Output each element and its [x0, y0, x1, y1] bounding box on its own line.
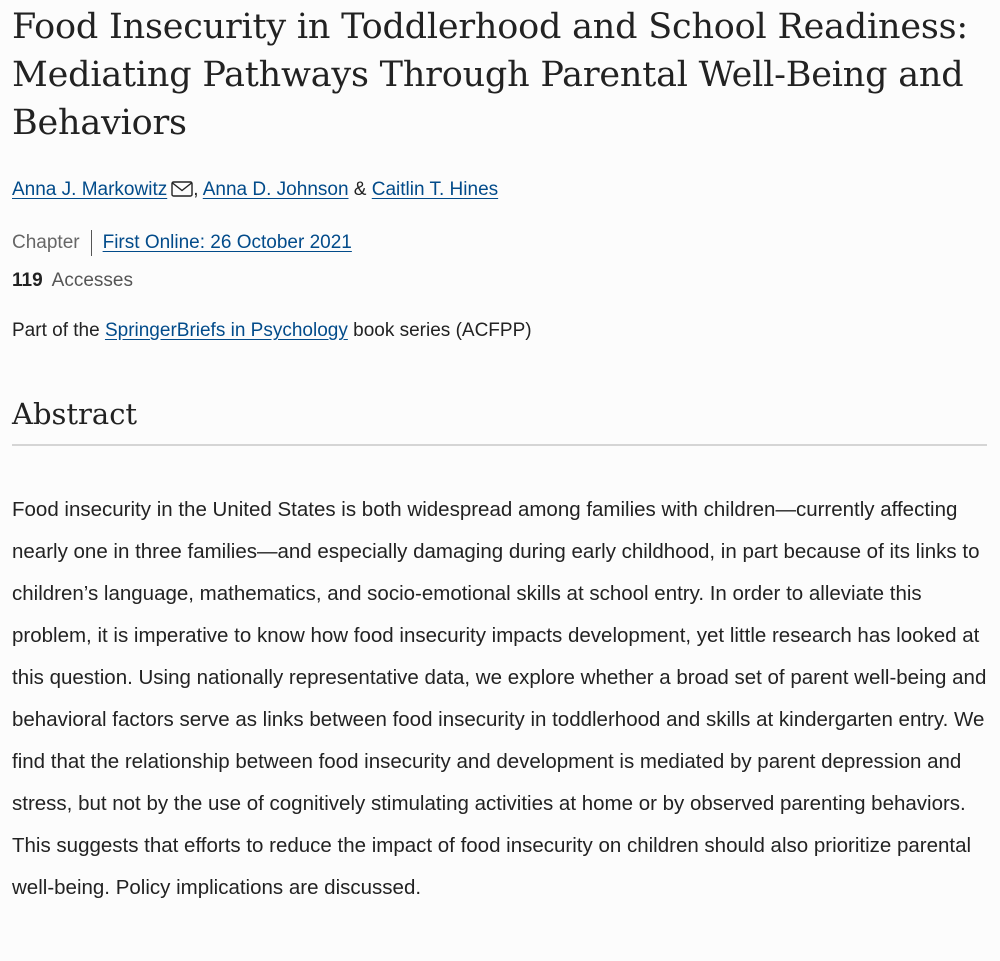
- first-online-date-link[interactable]: First Online: 26 October 2021: [102, 232, 352, 253]
- author-list: [12, 177, 987, 205]
- article-title: Food Insecurity in Toddlerhood and School Readiness: Mediating Pathways Through Parental Well-Being and Behaviors: [12, 7, 968, 143]
- article-meta: [12, 230, 987, 256]
- accesses-count: 119: [12, 270, 43, 291]
- series-suffix: book series (ACFPP): [353, 320, 532, 341]
- content-type: Chapter: [12, 230, 92, 256]
- author-link-hines[interactable]: Caitlin T. Hines: [371, 179, 499, 200]
- author-link-johnson[interactable]: Anna D. Johnson: [202, 179, 349, 200]
- series-link[interactable]: SpringerBriefs in Psychology: [104, 320, 348, 341]
- accesses-label: Accesses: [51, 270, 133, 291]
- section-divider: [12, 444, 987, 446]
- article-metrics: [12, 268, 987, 294]
- abstract-text: Food insecurity in the United States is both widespread among families with children—currently affecting nearly one in three families—and especially damaging during early childhood, in part because of its links to children’s language, mathematics, and socio-emotional skills at school entry. In order to alleviate this problem, it is imperative to know how food insecurity impacts development, yet little research has looked at this question. Using nationally representative data, we explore whether a broad set of parent well-being and behavioral factors serve as links between food insecurity in toddlerhood and skills at kindergarten entry. We find that the relationship between food insecurity and development is mediated by parent depression and stress, but not by the use of cognitively stimulating activities at home or by observed parenting behaviors. This suggests that efforts to reduce the impact of food insecurity on children should also prioritize parental well-being. Policy implications are discussed.: [12, 498, 987, 899]
- author-ampersand: &: [353, 179, 367, 200]
- abstract-heading: Abstract: [12, 397, 138, 431]
- mail-icon[interactable]: [171, 179, 193, 205]
- author-separator: ,: [193, 179, 199, 200]
- author-link-markowitz[interactable]: Anna J. Markowitz: [12, 179, 168, 200]
- series-prefix: Part of the: [12, 320, 100, 341]
- book-series: [12, 318, 987, 344]
